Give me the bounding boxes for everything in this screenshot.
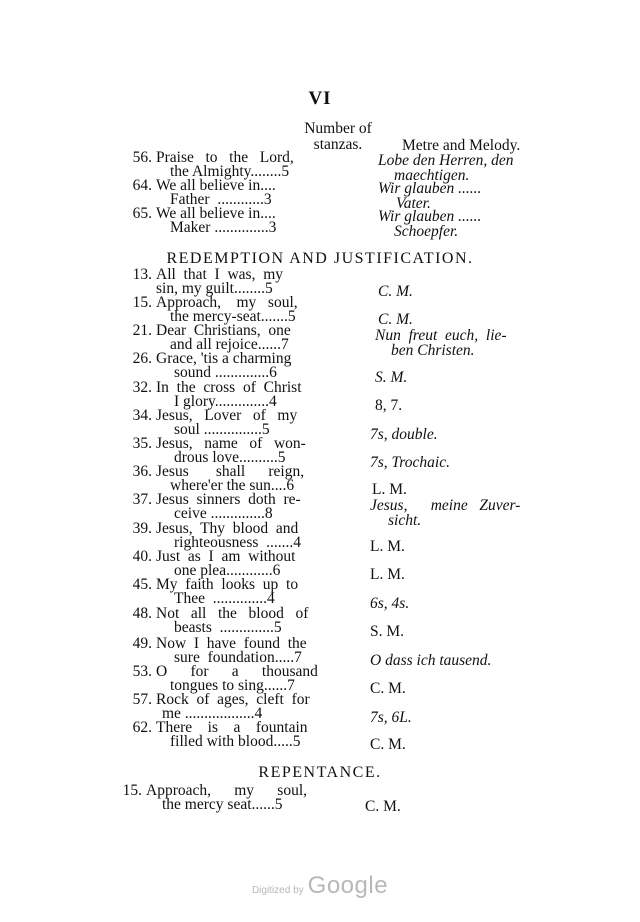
- google-logo: Google: [307, 872, 389, 899]
- hymn-melody: [378, 182, 481, 211]
- hymn-title-line2: ceive ..............8: [174, 505, 273, 522]
- melody-line1: C. M.: [378, 311, 413, 328]
- hymn-melody: [378, 285, 413, 300]
- hymn-number: 21.: [132, 322, 152, 339]
- melody-line2: Vater.: [396, 194, 431, 212]
- hymn-title-line2: sure foundation.....7: [174, 649, 302, 666]
- hymn-title-line1: All that I was, my: [156, 266, 283, 283]
- hymn-title-line1: Now I have found the: [156, 635, 307, 652]
- hymn-title-line2: Father ............3: [170, 191, 272, 208]
- hymn-title-line2: Maker ..............3: [170, 219, 277, 236]
- hymn-title-line2: Thee ..............4: [174, 590, 275, 607]
- melody-line2: maechtigen.: [394, 166, 470, 184]
- hymn-title-line1: Just as I am without: [156, 548, 296, 565]
- hymn-melody: [378, 154, 513, 183]
- melody-line1: S. M.: [370, 623, 405, 640]
- hymn-title-line1: Dear Christians, one: [156, 322, 291, 339]
- melody-line1: L. M.: [370, 538, 405, 555]
- hymn-title-line2: soul ...............5: [174, 421, 270, 438]
- hymn-title-line2: the mercy seat......5: [162, 796, 283, 813]
- hymn-number: 65.: [132, 205, 152, 222]
- hymn-number: 39.: [132, 520, 152, 537]
- melody-line1: S. M.: [375, 369, 408, 386]
- melody-line1: L. M.: [372, 481, 407, 498]
- hymn-title-line2: drous love..........5: [174, 449, 286, 466]
- hymn-number: 13.: [132, 266, 152, 283]
- hymn-number: 32.: [132, 379, 152, 396]
- hymn-title-line1: We all believe in....: [156, 177, 276, 194]
- hymn-title-line2: sin, my guilt........5: [156, 280, 273, 297]
- hymn-number: 36.: [132, 463, 152, 480]
- hymn-melody: [370, 428, 438, 443]
- hymn-title-line2: one plea............6: [174, 562, 281, 579]
- hymn-number: 57.: [132, 691, 152, 708]
- melody-line1: 7s, Trochaic.: [370, 454, 450, 471]
- melody-line1: Nun freut euch, lie-: [375, 327, 507, 344]
- melody-line1: 7s, 6L.: [370, 709, 412, 726]
- hymn-number: 62.: [132, 719, 152, 736]
- hymn-number: 45.: [132, 576, 152, 593]
- hymn-number: 64.: [132, 177, 152, 194]
- melody-column-header: Metre and Melody.: [402, 137, 521, 154]
- hymn-number: 35.: [132, 435, 152, 452]
- melody-line1: Wir glauben ......: [378, 208, 482, 225]
- hymn-melody: [375, 371, 407, 386]
- hymn-melody: [370, 682, 406, 697]
- hymn-melody: [370, 568, 405, 583]
- hymn-title-line1: We all believe in....: [156, 205, 276, 222]
- hymn-melody: [370, 625, 404, 640]
- stanzas-header-line2: stanzas.: [313, 136, 363, 153]
- hymn-title-line2: where'er the sun....6: [170, 477, 295, 494]
- hymn-melody: [370, 499, 520, 528]
- melody-line1: Lobe den Herren, den: [378, 152, 514, 169]
- hymn-number: 53.: [132, 663, 152, 680]
- hymn-title-line1: In the cross of Christ: [156, 379, 302, 396]
- hymn-title-line1: Jesus, Thy blood and: [156, 520, 299, 537]
- hymn-melody: [375, 329, 507, 358]
- melody-line2: sicht.: [388, 511, 422, 529]
- hymn-number: 37.: [132, 491, 152, 508]
- hymn-number: 26.: [132, 350, 152, 367]
- hymn-title-line1: O for a thousand: [156, 663, 318, 680]
- hymn-title-line2: the Almighty........5: [170, 163, 290, 180]
- hymn-number: 15.: [122, 782, 142, 799]
- melody-line1: C. M.: [365, 798, 401, 815]
- melody-line1: 7s, double.: [370, 426, 438, 443]
- hymn-title-line2: beasts ..............5: [174, 619, 282, 636]
- melody-line1: C. M.: [370, 736, 406, 753]
- hymn-title-line1: Jesus shall reign,: [156, 463, 305, 480]
- hymn-number: 34.: [132, 407, 152, 424]
- hymn-title-line1: Approach, my soul,: [146, 782, 308, 799]
- hymn-melody: [370, 540, 405, 555]
- hymn-title-line2: the mercy-seat.......5: [170, 308, 296, 325]
- stanzas-header-line1: Number of: [304, 120, 372, 137]
- melody-line2: Schoepfer.: [394, 222, 459, 240]
- hymn-number: 40.: [132, 548, 152, 565]
- hymn-melody: [370, 711, 412, 726]
- melody-line2: ben Christen.: [391, 341, 475, 359]
- hymn-number: 15.: [132, 294, 152, 311]
- section-heading-repentance: REPENTANCE.: [258, 764, 382, 781]
- hymn-title-line1: Grace, 'tis a charming: [156, 350, 292, 367]
- hymn-melody: [375, 399, 402, 414]
- digitized-by-google-watermark: [0, 872, 640, 900]
- hymn-title-line2: righteousness .......4: [174, 534, 302, 551]
- hymn-melody: [370, 654, 491, 669]
- hymn-title-line1: Jesus, Lover of my: [156, 407, 298, 424]
- hymn-melody: [370, 738, 406, 753]
- hymn-melody: [370, 597, 409, 612]
- hymn-title-line2: me ..................4: [162, 705, 263, 722]
- section-heading-redemption: REDEMPTION AND JUSTIFICATION.: [166, 250, 474, 267]
- hymn-melody: [378, 313, 413, 328]
- melody-line1: C. M.: [370, 680, 406, 697]
- melody-line1: O dass ich tausend.: [370, 652, 492, 669]
- hymn-title-line1: There is a fountain: [156, 719, 308, 736]
- melody-line1: 6s, 4s.: [370, 595, 410, 612]
- hymn-title-line2: tongues to sing......7: [170, 677, 295, 694]
- hymn-title-line1: Jesus sinners doth re-: [156, 491, 301, 508]
- melody-line1: 8, 7.: [375, 397, 403, 414]
- hymn-title-line1: My faith looks up to: [156, 576, 299, 593]
- hymn-title-line2: I glory..............4: [174, 393, 277, 410]
- hymn-melody: [378, 210, 481, 239]
- hymn-title-line2: sound ..............6: [174, 364, 277, 381]
- hymn-number: 49.: [132, 635, 152, 652]
- stanzas-column-header: [290, 121, 386, 153]
- melody-line1: Jesus, meine Zuver-: [370, 497, 521, 514]
- digitized-by-text: Digitized by: [251, 885, 304, 896]
- hymn-number: 56.: [132, 149, 152, 166]
- hymn-title-line1: Rock of ages, cleft for: [156, 691, 310, 708]
- hymn-title-line2: and all rejoice......7: [170, 336, 289, 353]
- hymn-title-line2: filled with blood.....5: [170, 733, 301, 750]
- hymn-melody: [370, 456, 450, 471]
- hymn-melody: [372, 483, 407, 498]
- hymn-title-line1: Approach, my soul,: [156, 294, 298, 311]
- melody-line1: Wir glauben ......: [378, 180, 482, 197]
- hymn-title-line1: Jesus, name of won-: [156, 435, 306, 452]
- hymn-number: 48.: [132, 605, 152, 622]
- melody-line1: C. M.: [378, 283, 413, 300]
- hymn-title-line1: Praise to the Lord,: [156, 149, 294, 166]
- hymn-title-line1: Not all the blood of: [156, 605, 309, 622]
- melody-line1: L. M.: [370, 566, 405, 583]
- hymn-melody: [365, 800, 401, 815]
- page-number: VI: [308, 88, 332, 109]
